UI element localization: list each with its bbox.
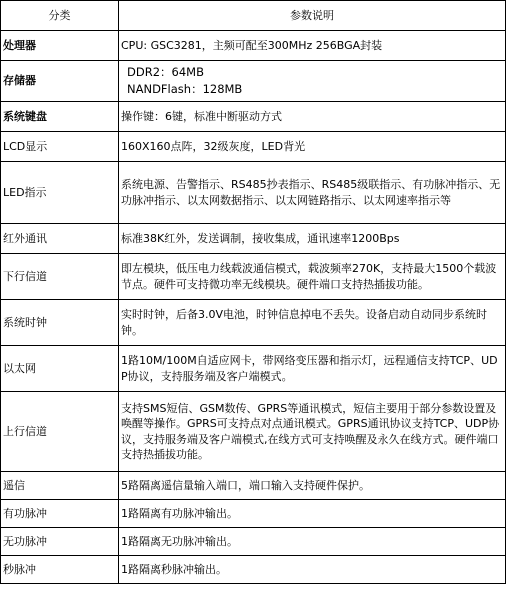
table-row [1,472,506,500]
row-value: 实时时钟，后备3.0V电池，时钟信息掉电不丢失。设备启动自动同步系统时钟。 [119,300,506,346]
header-description: 参数说明 [119,1,506,31]
table-row [1,224,506,254]
row-category: LCD显示 [1,132,119,162]
row-value: 160X160点阵，32级灰度，LED背光 [119,132,506,162]
row-value: 1路10M/100M自适应网卡，带网络变压器和指示灯，远程通信支持TCP、UDP协议，支持服务端及客户端模式。 [119,346,506,392]
memory-line-nand: NANDFlash：128MB [127,82,243,96]
row-category: 遥信 [1,472,119,500]
row-category: 有功脉冲 [1,500,119,528]
row-category: 红外通讯 [1,224,119,254]
row-category: 系统键盘 [1,102,119,132]
row-category: 处理器 [1,31,119,61]
table-row [1,346,506,392]
row-value: 系统电源、告警指示、RS485抄表指示、RS485级联指示、有功脉冲指示、无功脉冲指示、以太网数据指示、以太网链路指示、以太网速率指示等 [119,162,506,224]
row-category: LED指示 [1,162,119,224]
row-value: CPU: GSC3281，主频可配至300MHz 256BGA封装 [119,31,506,61]
row-value: 标准38K红外，发送调制，接收集成，通讯速率1200Bps [119,224,506,254]
row-category: 无功脉冲 [1,528,119,556]
row-value [119,61,506,102]
row-category: 上行信道 [1,392,119,472]
table-row [1,132,506,162]
header-category: 分类 [1,1,119,31]
row-value: 即左模块，低压电力线载波通信模式，载波频率270K，支持最大1500个载波节点。硬件可支持微功率无线模块。硬件端口支持热插拔功能。 [119,254,506,300]
table-row [1,392,506,472]
table-row [1,556,506,584]
row-category: 以太网 [1,346,119,392]
table-row [1,102,506,132]
row-value: 1路隔离秒脉冲输出。 [119,556,506,584]
table-row [1,528,506,556]
row-value: 操作键：6键，标准中断驱动方式 [119,102,506,132]
row-value: 1路隔离有功脉冲输出。 [119,500,506,528]
memory-line-ddr2: DDR2：64MB [127,65,204,79]
table-row [1,500,506,528]
row-value: 1路隔离无功脉冲输出。 [119,528,506,556]
row-category: 秒脉冲 [1,556,119,584]
row-value: 支持SMS短信、GSM数传、GPRS等通讯模式，短信主要用于部分参数设置及唤醒等操作。GPRS可支持点对点通讯模式。GPRS通讯协议支持TCP、UDP协议，支持服务端及客户端模式,在线方式可支持唤醒及永久在线方式。硬件端口支持热插拔功能。 [119,392,506,472]
table-row [1,31,506,61]
header-row [1,1,506,31]
row-category: 存储器 [1,61,119,102]
row-category: 系统时钟 [1,300,119,346]
table-row [1,162,506,224]
table-row [1,254,506,300]
row-value: 5路隔离遥信量输入端口，端口输入支持硬件保护。 [119,472,506,500]
row-category: 下行信道 [1,254,119,300]
table-row [1,61,506,102]
table-row [1,300,506,346]
